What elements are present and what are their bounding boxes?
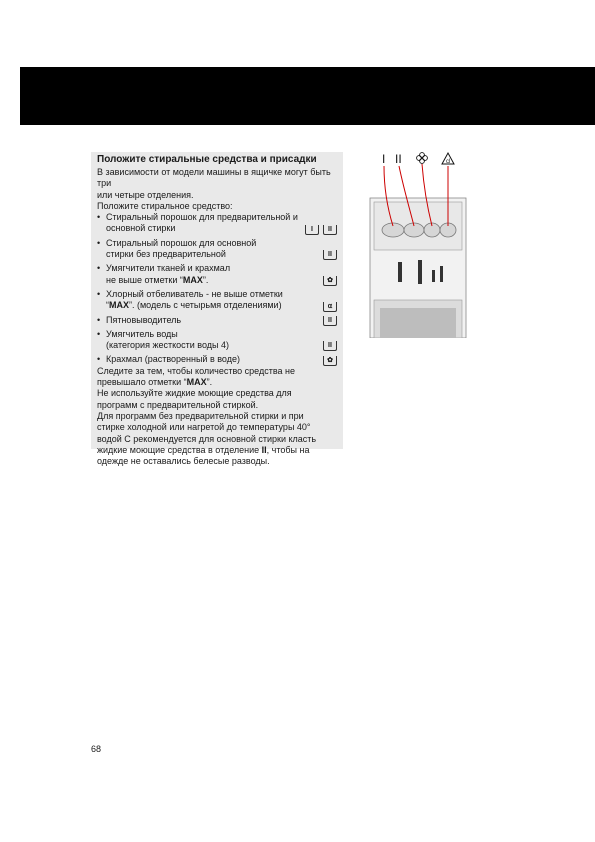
item-text: стирки без предварительной xyxy=(106,249,226,260)
list-item xyxy=(97,315,337,326)
note-line: превышало отметки “MAX”. xyxy=(97,377,213,388)
compartment-icons xyxy=(323,276,337,286)
compartment-icons xyxy=(323,316,337,326)
item-text: основной стирки xyxy=(106,223,176,234)
note-line: одежде не оставались белесые разводы. xyxy=(97,456,270,467)
list-item xyxy=(97,238,337,261)
drum-interior xyxy=(380,308,456,338)
item-text: не выше отметки “MAX”. xyxy=(106,274,209,285)
compartment-icons xyxy=(323,356,337,366)
label-compartment-2: II xyxy=(395,152,402,166)
compartment-2-icon: II xyxy=(323,225,337,235)
instructions-panel xyxy=(91,152,343,467)
compartment-2-icon: II xyxy=(323,316,337,326)
bleach-icon: ⍺ xyxy=(323,302,337,312)
bullet-icon: • xyxy=(97,237,101,248)
compartment-icons xyxy=(323,302,337,312)
item-text: Умягчители тканей и крахмал xyxy=(106,263,231,274)
bleach-triangle-icon xyxy=(442,153,454,165)
note-line: программ с предварительной стиркой. xyxy=(97,399,259,410)
note-line: Не используйте жидкие моющие средства для xyxy=(97,388,292,399)
item-text: Стиральный порошок для предварительной и xyxy=(106,212,298,223)
bullet-icon: • xyxy=(97,314,101,325)
bullet-icon: • xyxy=(97,328,101,339)
flower-icon xyxy=(417,153,428,164)
bullet-icon: • xyxy=(97,263,101,274)
item-text: Стиральный порошок для основной xyxy=(106,237,257,248)
note-line: жидкие моющие средства в отделение II, чтобы на xyxy=(97,444,310,455)
max-mark xyxy=(398,262,402,282)
note-line: водой С рекомендуется для основной стирки класть xyxy=(97,433,317,444)
item-text: Хлорный отбеливатель - не выше отметки xyxy=(106,288,283,299)
intro-line: или четыре отделения. xyxy=(97,189,194,200)
item-text: Умягчитель воды xyxy=(106,328,178,339)
starch-flower-icon: ✿ xyxy=(323,356,337,366)
list-item xyxy=(97,263,337,286)
max-mark xyxy=(440,266,443,282)
intro-line: В зависимости от модели машины в ящичке могут быть три xyxy=(97,167,331,189)
item-text: Пятновыводитель xyxy=(106,314,182,325)
compartment-2-icon: II xyxy=(323,341,337,351)
note-line: Следите за тем, чтобы количество средства не xyxy=(97,365,296,376)
header-bar xyxy=(20,67,595,125)
page-number: 68 xyxy=(91,744,102,754)
detergent-drawer-illustration xyxy=(360,150,470,338)
softener-flower-icon: ✿ xyxy=(323,276,337,286)
compartment-icons xyxy=(323,250,337,260)
intro-line: Положите стиральное средство: xyxy=(97,200,233,211)
bullet-icon: • xyxy=(97,354,101,365)
compartment-1-icon: I xyxy=(305,225,319,235)
list-item xyxy=(97,289,337,312)
bullet-icon: • xyxy=(97,288,101,299)
item-text: Крахмал (растворенный в воде) xyxy=(106,354,240,365)
compartment-2-icon: II xyxy=(323,250,337,260)
max-mark xyxy=(432,270,435,282)
note-line: Для программ без предварительной стирки и при xyxy=(97,410,304,421)
list-item xyxy=(97,212,337,235)
label-compartment-1: I xyxy=(382,152,386,166)
list-item xyxy=(97,329,337,352)
compartment-icons xyxy=(305,225,337,235)
section-title: Положите стиральные средства и присадки xyxy=(97,154,317,165)
bullet-icon: • xyxy=(97,212,101,223)
item-text: (категория жесткости воды 4) xyxy=(106,340,230,351)
list-item xyxy=(97,354,337,365)
item-text: “MAX”. (модель с четырьмя отделениями) xyxy=(106,300,282,311)
note-line: стирке холодной или нагретой до температуры 40° xyxy=(97,422,311,433)
compartment-icons xyxy=(323,341,337,351)
max-mark xyxy=(418,260,422,284)
svg-text:cl: cl xyxy=(446,159,451,165)
